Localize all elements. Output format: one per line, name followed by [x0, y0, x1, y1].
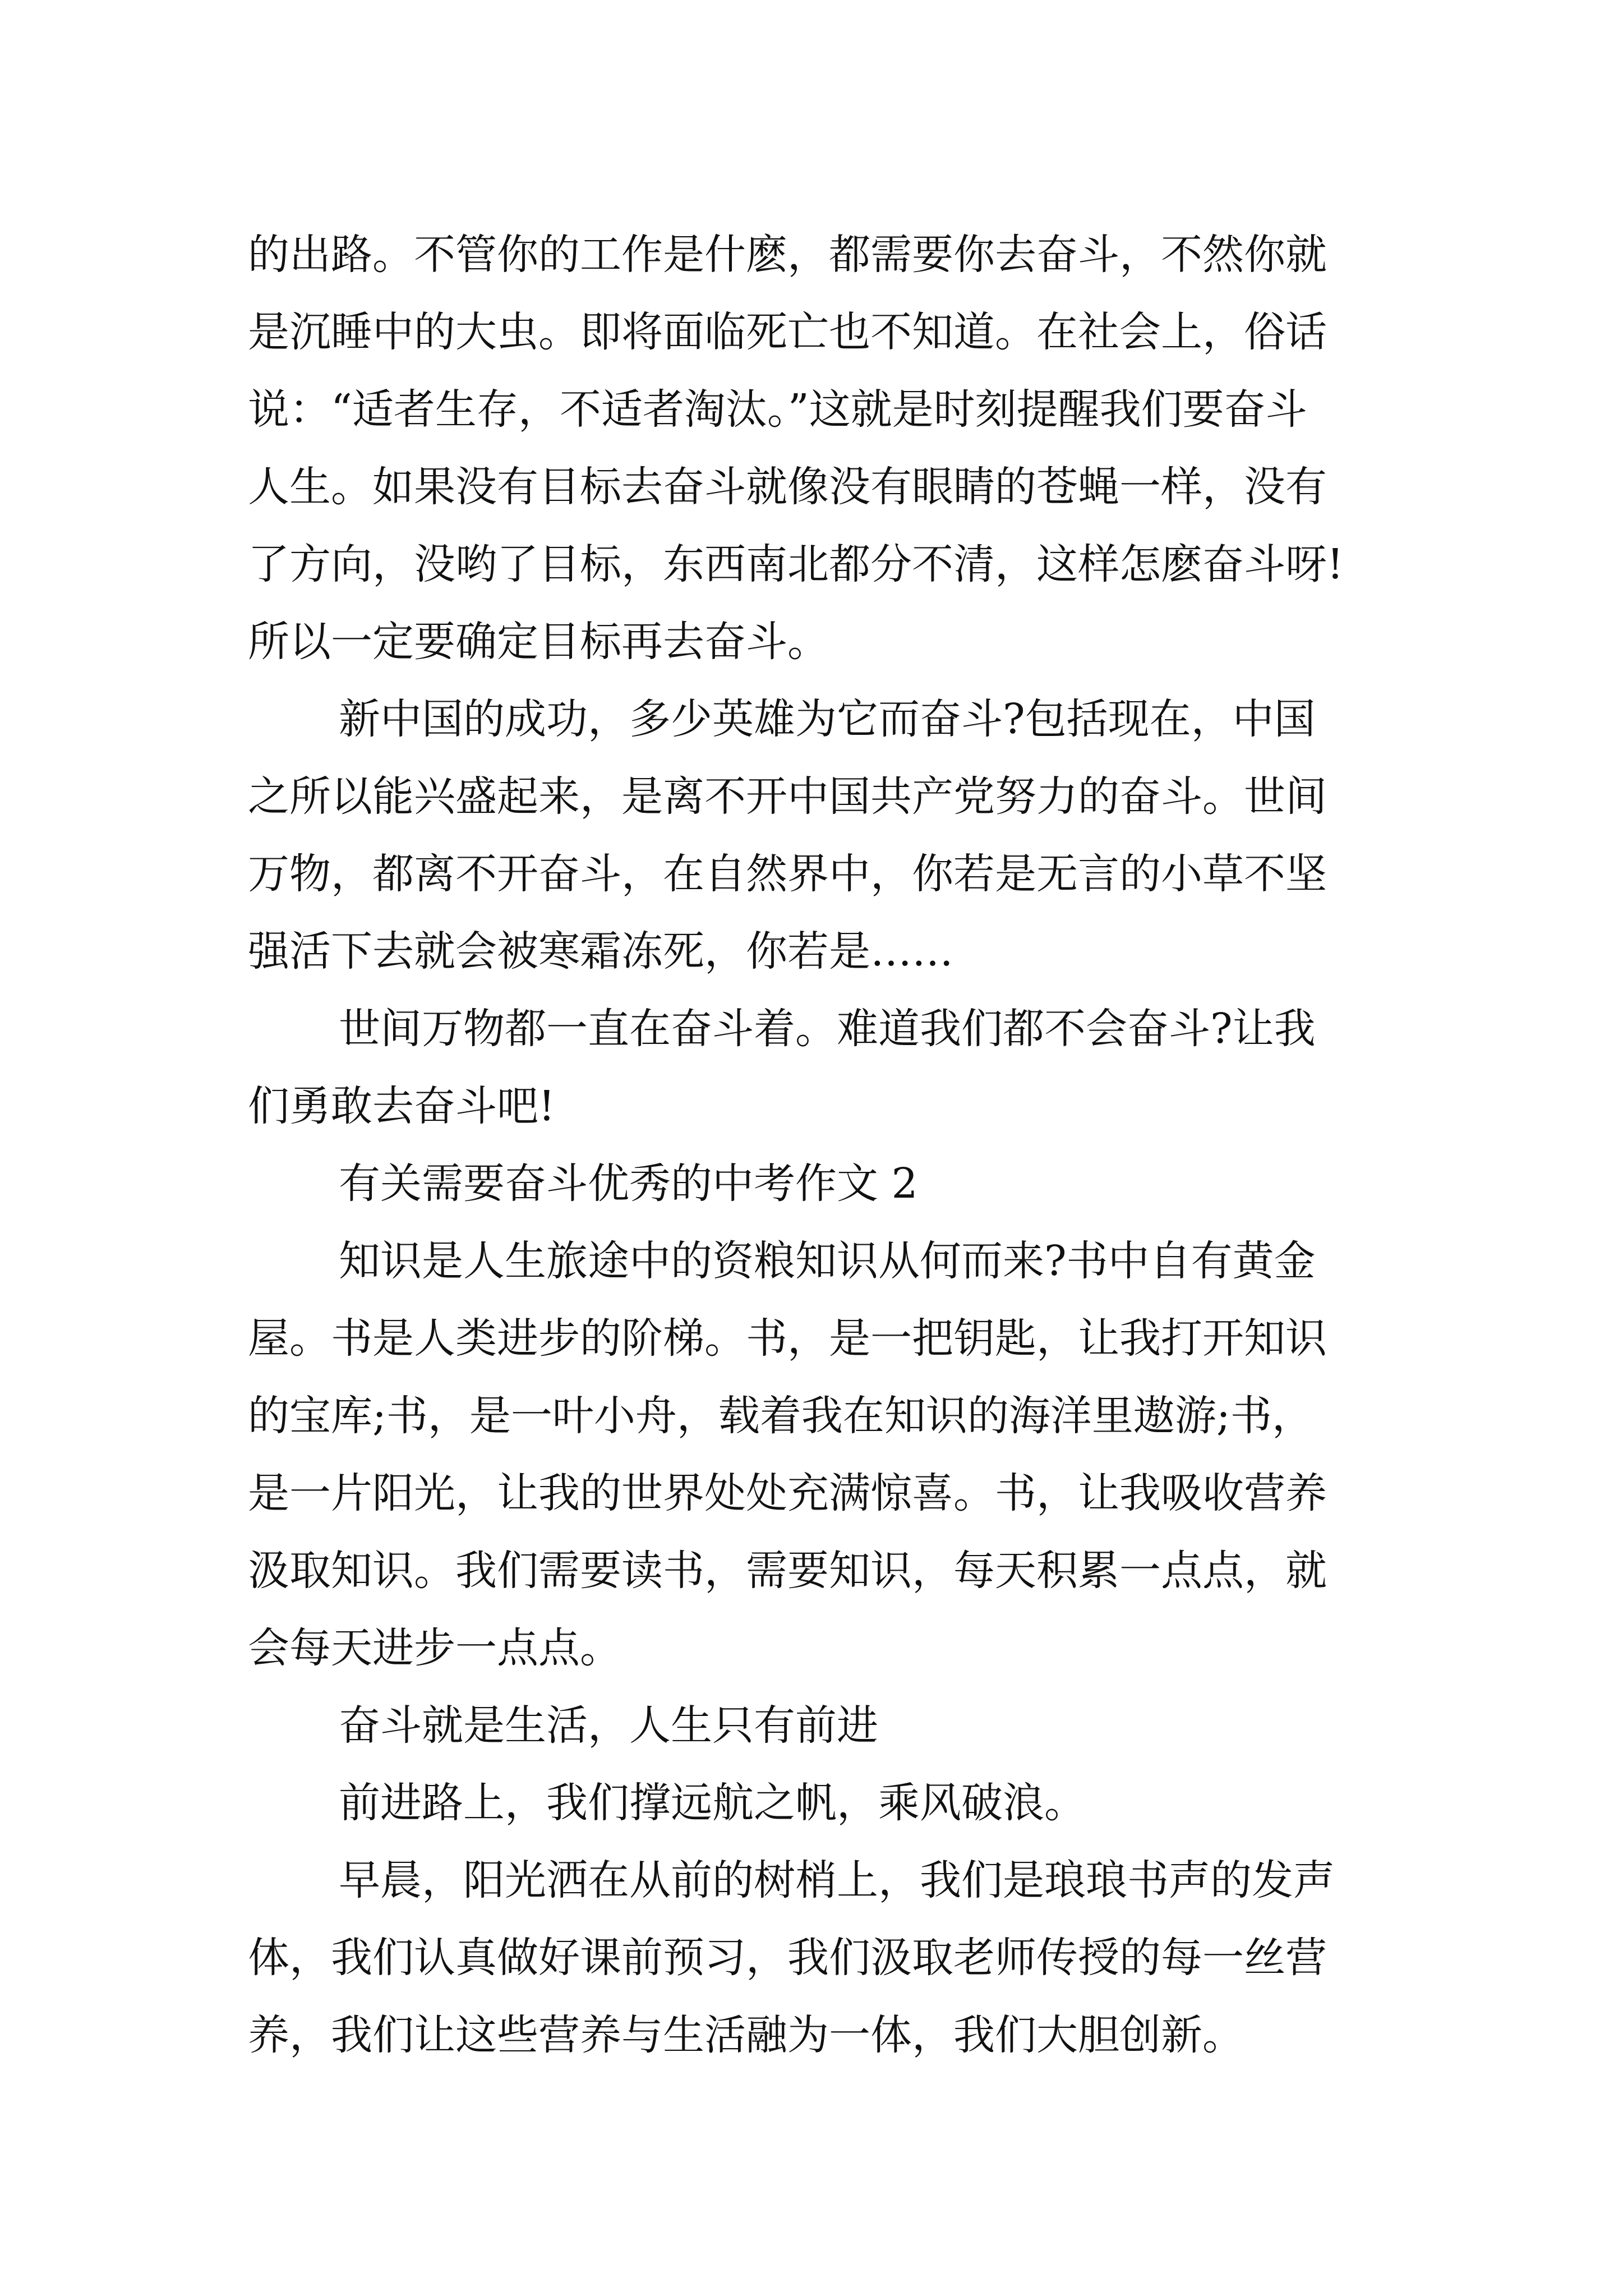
text-line: 说：“适者生存，不适者淘汰。”这就是时刻提醒我们要奋斗	[248, 385, 1307, 434]
paragraph	[248, 216, 1390, 680]
paragraph	[248, 1842, 1390, 2074]
section-heading	[248, 1145, 1390, 1222]
heading-line: 有关需要奋斗优秀的中考作文 2	[339, 1159, 918, 1208]
text-line: 体，我们认真做好课前预习，我们汲取老师传授的每一丝营	[248, 1934, 1327, 1982]
text-line: 屋。书是人类进步的阶梯。书，是一把钥匙，让我打开知识	[248, 1314, 1327, 1363]
text-line: 前进路上，我们撑远航之帆，乘风破浪。	[339, 1779, 1086, 1827]
paragraph	[248, 1764, 1390, 1842]
text-line: 是一片阳光，让我的世界处处充满惊喜。书，让我吸收营养	[248, 1469, 1327, 1517]
text-line: 的出路。不管你的工作是什麽，都需要你去奋斗，不然你就	[248, 231, 1327, 279]
text-line: 汲取知识。我们需要读书，需要知识，每天积累一点点，就	[248, 1547, 1327, 1595]
paragraph	[248, 990, 1390, 1145]
document-body	[248, 216, 1390, 2074]
text-line: 万物，都离不开奋斗，在自然界中，你若是无言的小草不坚	[248, 850, 1327, 898]
text-line: 奋斗就是生活，人生只有前进	[339, 1701, 878, 1750]
paragraph	[248, 1687, 1390, 1764]
text-line: 所以一定要确定目标再去奋斗。	[248, 618, 829, 666]
text-line: 人生。如果没有目标去奋斗就像没有眼睛的苍蝇一样，没有	[248, 463, 1327, 511]
text-line: 世间万物都一直在奋斗着。难道我们都不会奋斗?让我	[339, 1005, 1316, 1053]
text-line: 知识是人生旅途中的资粮知识从何而来?书中自有黄金	[339, 1237, 1316, 1285]
paragraph	[248, 680, 1390, 990]
text-line: 是沉睡中的大虫。即将面临死亡也不知道。在社会上，俗话	[248, 308, 1327, 356]
text-line: 强活下去就会被寒霜冻死，你若是……	[248, 927, 953, 976]
text-line: 们勇敢去奋斗吧!	[248, 1082, 555, 1130]
paragraph	[248, 1222, 1390, 1687]
text-line: 新中国的成功，多少英雄为它而奋斗?包括现在，中国	[339, 695, 1316, 743]
text-line: 的宝库;书，是一叶小舟，载着我在知识的海洋里遨游;书，	[248, 1392, 1313, 1440]
text-line: 养，我们让这些营养与生活融为一体，我们大胆创新。	[248, 2011, 1244, 2059]
text-line: 早晨，阳光洒在从前的树梢上，我们是琅琅书声的发声	[339, 1856, 1335, 1904]
text-line: 了方向，没哟了目标，东西南北都分不清，这样怎麽奋斗呀!	[248, 540, 1344, 588]
text-line: 之所以能兴盛起来，是离不开中国共产党努力的奋斗。世间	[248, 772, 1327, 821]
text-line: 会每天进步一点点。	[248, 1624, 621, 1672]
